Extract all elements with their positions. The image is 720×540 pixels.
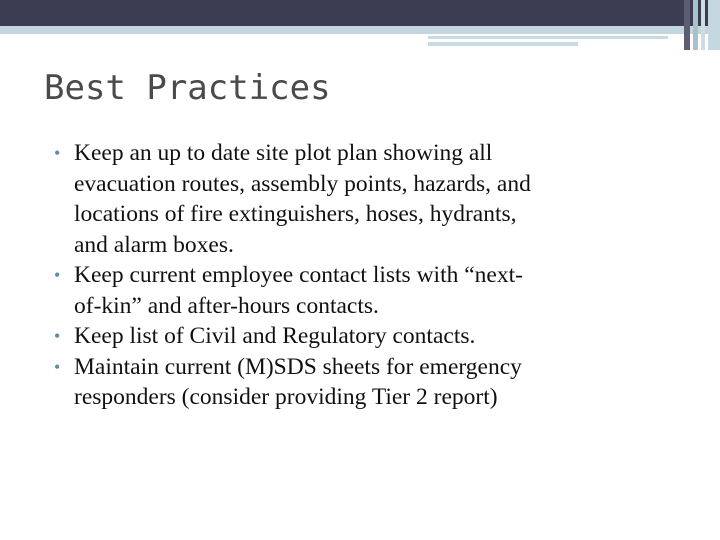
bullet-text-line: evacuation routes, assembly points, hazards, and: [74, 170, 531, 197]
bullet-dot-icon: •: [54, 356, 61, 377]
accent-line: [428, 36, 668, 39]
accent-band: [0, 26, 720, 34]
decorative-bar: [708, 0, 720, 50]
bullet-dot-icon: •: [54, 326, 61, 346]
decorative-bar: [684, 0, 690, 50]
bullet-text-line: of-kin” and after-hours contacts.: [74, 292, 379, 319]
bullet-item: [52, 138, 692, 260]
bullet-text-line: Keep an up to date site plot plan showing all: [74, 140, 493, 166]
bullet-text-line: responders (consider providing Tier 2 report): [74, 384, 498, 410]
bullet-text-line: Keep list of Civil and Regulatory contacts.: [74, 323, 476, 349]
bullet-list: [52, 138, 692, 413]
bullet-dot-icon: •: [54, 143, 61, 163]
bullet-text-line: and alarm boxes.: [74, 231, 234, 258]
bullet-text-line: locations of fire extinguishers, hoses, hydrants,: [74, 201, 517, 227]
bullet-item: [52, 352, 692, 413]
bullet-item: [52, 260, 692, 321]
bullet-item: [52, 321, 692, 352]
bullet-text-line: Maintain current (M)SDS sheets for emergency: [74, 353, 522, 380]
accent-line: [428, 42, 578, 46]
slide-title: Best Practices: [44, 68, 331, 108]
header-band: [0, 0, 720, 26]
bullet-dot-icon: •: [54, 265, 61, 285]
decorative-bar: [693, 0, 698, 50]
bullet-text-line: Keep current employee contact lists with “next-: [74, 262, 523, 288]
decorative-bar: [701, 0, 705, 50]
